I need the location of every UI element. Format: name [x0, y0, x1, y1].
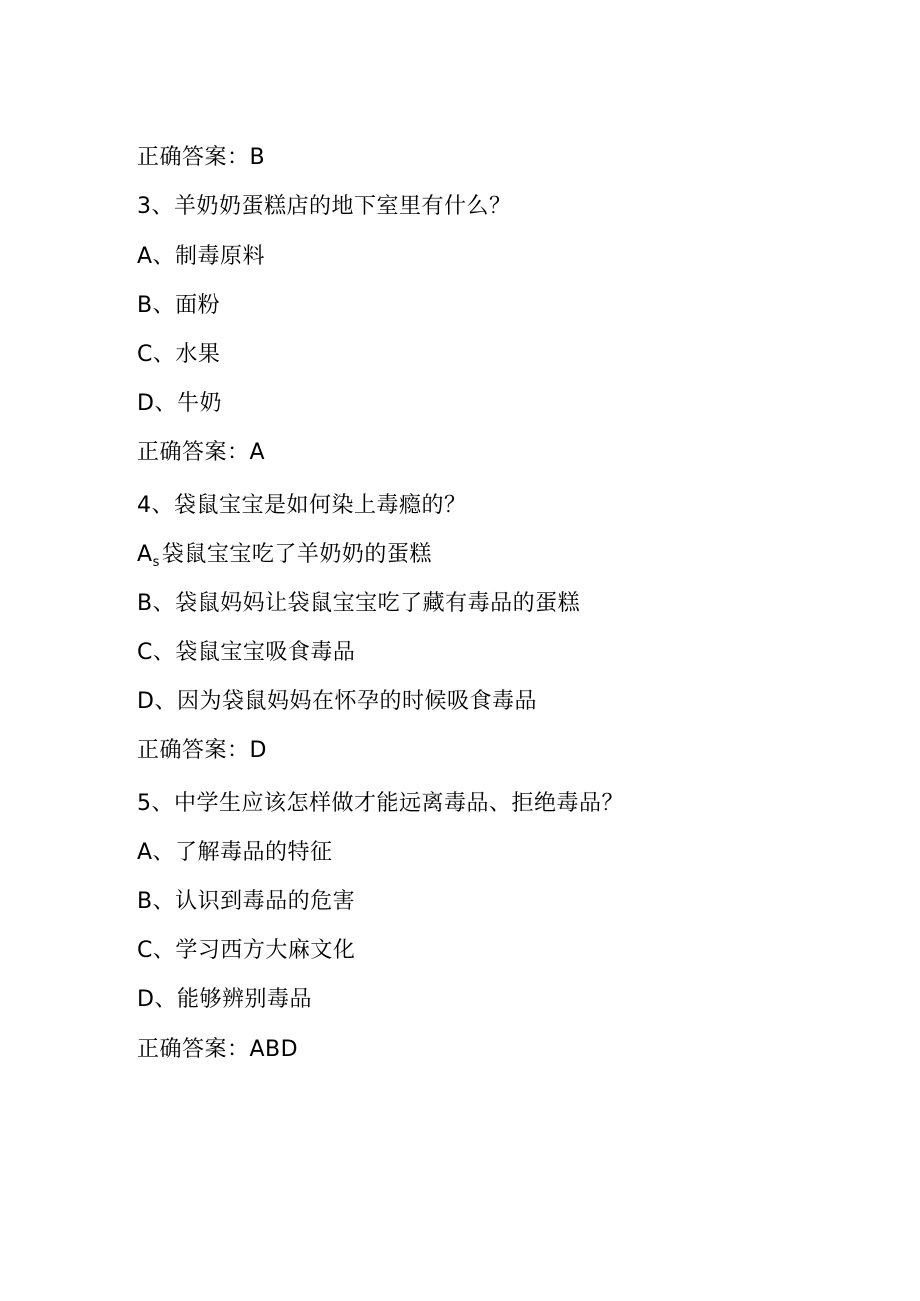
- answer-q5: 正确答案：ABD: [137, 1037, 299, 1062]
- q5-option-a: A、了解毒品的特征: [137, 840, 333, 865]
- question-3: 3、羊奶奶蛋糕店的地下室里有什么？: [137, 194, 512, 219]
- q4-option-b: B、袋鼠妈妈让袋鼠宝宝吃了藏有毒品的蛋糕: [137, 591, 581, 616]
- q4-option-a: [137, 540, 432, 573]
- q5-option-c: C、学习西方大麻文化: [137, 938, 356, 963]
- q4-option-c: C、袋鼠宝宝吸食毒品: [137, 640, 356, 665]
- q3-option-c: C、水果: [137, 342, 221, 367]
- q4-option-a-letter: A: [137, 542, 153, 567]
- q3-option-b: B、面粉: [137, 293, 221, 318]
- question-5: 5、中学生应该怎样做才能远离毒品、拒绝毒品？: [137, 791, 624, 816]
- q3-option-d: D、牛奶: [137, 391, 222, 416]
- q4-option-a-text: 袋鼠宝宝吃了羊奶奶的蛋糕: [161, 542, 432, 567]
- q4-option-d: D、因为袋鼠妈妈在怀孕的时候吸食毒品: [137, 689, 537, 714]
- q4-option-a-subscript: s: [152, 555, 160, 570]
- answer-q4: 正确答案：D: [137, 738, 267, 763]
- q5-option-d: D、能够辨别毒品: [137, 987, 312, 1012]
- answer-q3: 正确答案：A: [137, 440, 266, 465]
- answer-q2: 正确答案：B: [137, 145, 266, 170]
- q5-option-b: B、认识到毒品的危害: [137, 889, 356, 914]
- question-4: 4、袋鼠宝宝是如何染上毒瘾的？: [137, 493, 467, 518]
- q3-option-a: A、制毒原料: [137, 244, 266, 269]
